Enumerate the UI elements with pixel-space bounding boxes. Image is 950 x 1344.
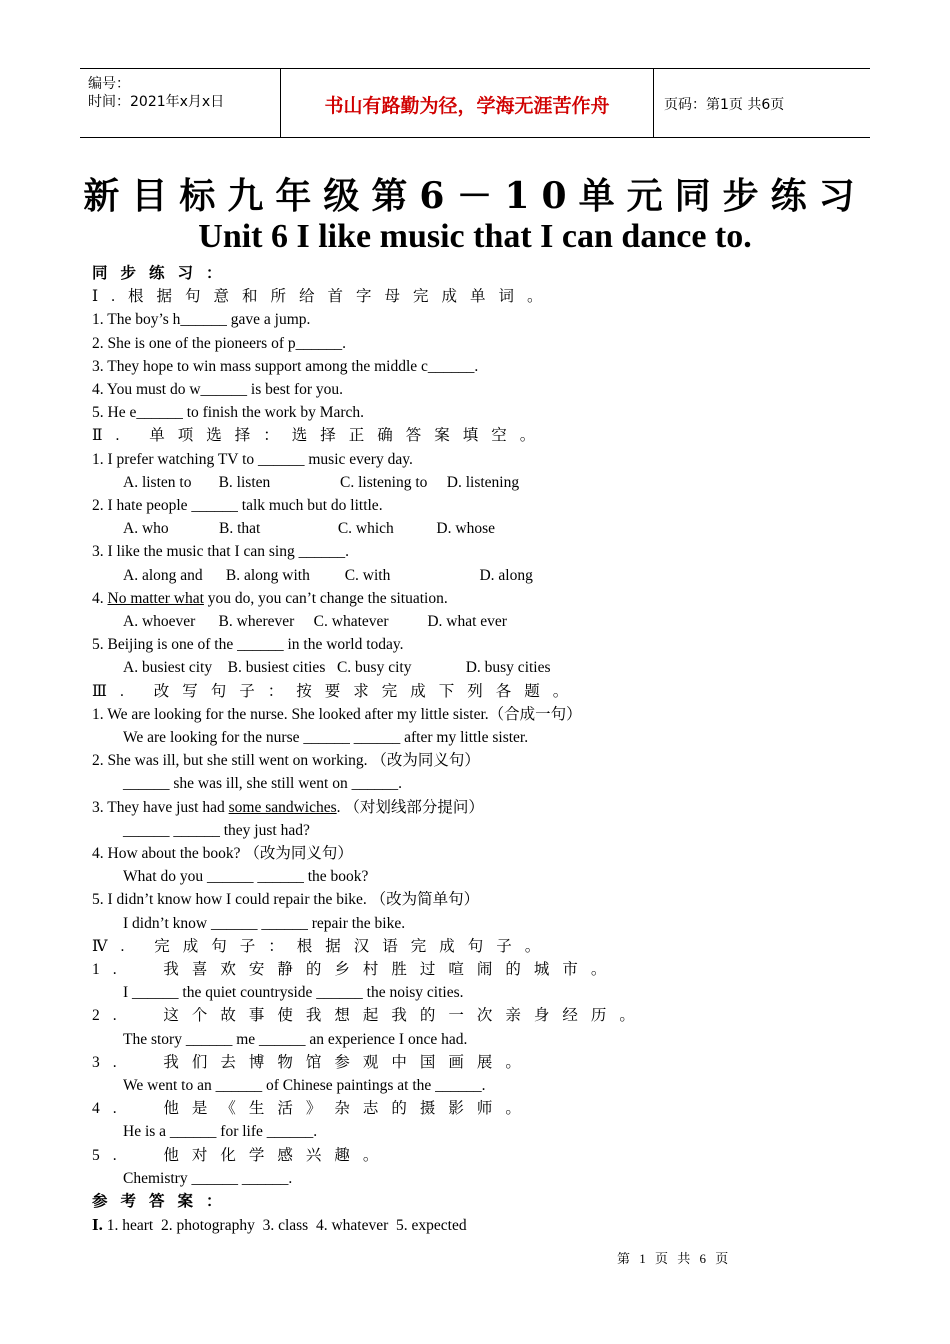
text-line: 1. 我喜欢安静的乡村胜过喧闹的城市。 — [92, 961, 620, 978]
underlined-text: No matter what — [107, 589, 204, 607]
header-meta — [88, 75, 224, 111]
header-divider — [280, 69, 281, 137]
code-label: 编号： — [88, 76, 130, 92]
header-motto: 书山有路勤为径，学海无涯苦作舟 — [324, 95, 610, 117]
text-line: A. listen to B. listen C. listening to D. listening — [123, 473, 520, 491]
underlined-text: some sandwiches — [228, 798, 337, 816]
text-line: A. who B. that C. which D. whose — [123, 520, 495, 538]
page-header — [80, 68, 870, 138]
text-line: 5. 他对化学感兴趣。 — [92, 1146, 392, 1164]
text-line: 3. I like the music that I can sing ______. — [92, 543, 349, 561]
text-line: 3. They hope to win mass support among the middle c______. — [92, 357, 479, 375]
text-line: 5. Beijing is one of the ______ in the world today. — [92, 636, 404, 654]
text-line: I ______ the quiet countryside ______ the noisy cities. — [123, 984, 464, 1002]
text-line: 2. 这个故事使我想起我的一次亲身经历。 — [92, 1007, 648, 1025]
text-line: 2. I hate people ______ talk much but do little. — [92, 497, 383, 514]
text-line: 4. How about the book? （改为同义句） — [92, 845, 353, 862]
text-line: 4. 他是《生活》杂志的摄影师。 — [92, 1100, 534, 1118]
text-line: He is a ______ for life ______. — [123, 1123, 318, 1141]
text-line: Ⅳ. 完成句子：根据汉语完成句子。 — [92, 937, 554, 955]
bold-label: I. — [92, 1215, 103, 1235]
header-divider — [653, 69, 654, 137]
text-line: 5. He e______ to finish the work by March. — [92, 404, 365, 422]
text-line: I didn’t know ______ ______ repair the bike. — [123, 914, 406, 932]
text-line: Ⅰ.根据句意和所给首字母完成单词。 — [92, 288, 556, 306]
text-line: 1. The boy’s h______ gave a jump. — [92, 311, 311, 329]
text-line: 2. She is one of the pioneers of p______. — [92, 334, 346, 352]
text-line: 1. We are looking for the nurse. She looked after my little sister.（合成一句） — [92, 705, 582, 723]
text-line: Ⅱ. 单项选择：选择正确答案填空。 — [92, 427, 549, 445]
text-line: A. whoever B. wherever C. whatever D. what ever — [123, 613, 507, 630]
text-line: 4. You must do w______ is best for you. — [92, 381, 344, 398]
text-line: What do you ______ ______ the book? — [123, 868, 369, 886]
text-line: 同步练习： — [92, 265, 235, 282]
doc-title-en: Unit 6 I like music that I can dance to. — [198, 218, 752, 255]
doc-title-cn: 新目标九年级第6－10单元同步练习 — [83, 175, 867, 217]
page-info: 页码：第1页 共6页 — [664, 97, 785, 113]
text-line: A. busiest city B. busiest cities C. busy city D. busy cities — [123, 659, 551, 677]
text-line: ______ ______ they just had? — [123, 821, 310, 839]
text-line: 5. I didn’t know how I could repair the bike. （改为简单句） — [92, 891, 480, 909]
text-line: Chemistry ______ ______. — [123, 1169, 293, 1187]
text-line: 3. They have just had some sandwiches. （对划线部分提问） — [92, 798, 484, 816]
text-line: 1. I prefer watching TV to ______ music every day. — [92, 450, 413, 468]
text-line: A. along and B. along with C. with D. along — [123, 566, 533, 584]
text-line: We are looking for the nurse ______ ______ after my little sister. — [123, 729, 529, 746]
page-footer: 第 1 页 共 6 页 — [617, 1251, 732, 1266]
text-line: 3. 我们去博物馆参观中国画展。 — [92, 1053, 534, 1071]
text-line: 2. She was ill, but she still went on working. （改为同义句） — [92, 752, 480, 770]
text-line: ______ she was ill, she still went on ______. — [123, 775, 402, 793]
text-line: 参考答案： — [92, 1193, 235, 1210]
text-line: I. 1. heart 2. photography 3. class 4. whatever 5. expected — [92, 1215, 467, 1235]
text-line: 4. No matter what you do, you can’t change the situation. — [92, 589, 448, 607]
text-line: We went to an ______ of Chinese paintings at the ______. — [123, 1077, 486, 1094]
time-label: 时间：2021年x月x日 — [88, 94, 225, 110]
text-line: Ⅲ. 改写句子：按要求完成下列各题。 — [92, 682, 582, 700]
text-line: The story ______ me ______ an experience I once had. — [123, 1030, 468, 1048]
